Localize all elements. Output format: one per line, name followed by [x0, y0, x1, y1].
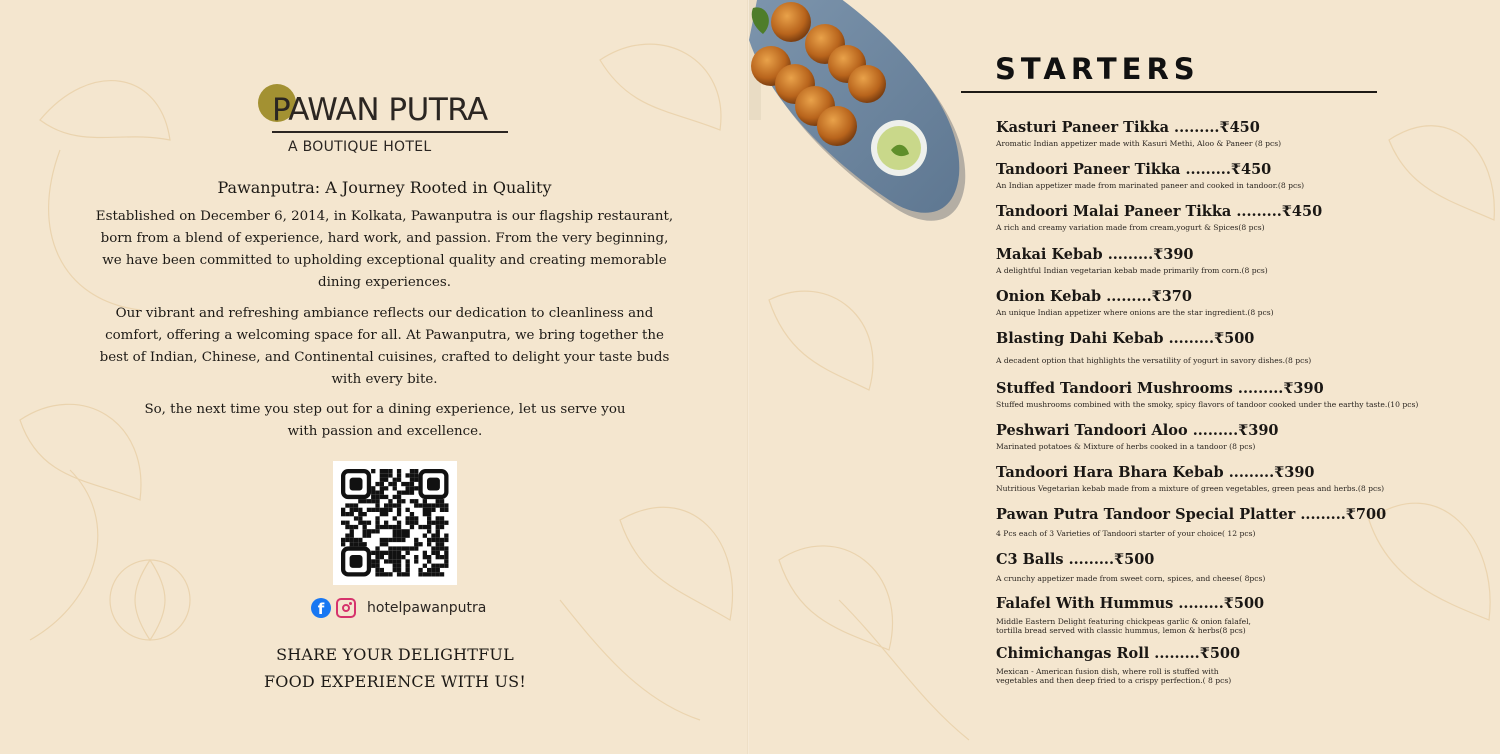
menu-item — [996, 203, 1436, 232]
menu-item-price: .........₹390 — [1107, 246, 1194, 263]
menu-item-price: .........₹700 — [1300, 506, 1387, 523]
menu-item — [996, 380, 1436, 409]
menu-item-price: .........₹390 — [1228, 464, 1315, 481]
menu-item-description: Middle Eastern Delight featuring chickpeas garlic & onion falafel, tortilla bread served with classic hummus, lemon & herbs(8 pcs) — [996, 617, 1251, 635]
menu-item — [996, 464, 1436, 493]
menu-item-price: .........₹390 — [1237, 380, 1324, 397]
menu-item — [996, 161, 1436, 190]
menu-item-price: .........₹450 — [1174, 119, 1260, 136]
menu-item — [996, 422, 1436, 451]
menu-item-name: Chimichangas Roll — [996, 645, 1150, 662]
menu-item-description: An Indian appetizer made from marinated paneer and cooked in tandoor.(8 pcs) — [996, 181, 1305, 190]
menu-item — [996, 645, 1436, 685]
menu-item-name: Tandoori Paneer Tikka — [996, 161, 1181, 178]
menu-item-price: .........₹450 — [1236, 203, 1323, 220]
menu-item-name: Stuffed Tandoori Mushrooms — [996, 380, 1233, 397]
menu-item — [996, 119, 1436, 148]
menu-item — [996, 551, 1436, 583]
menu-item-name: Makai Kebab — [996, 246, 1103, 263]
intro-paragraph-1: Established on December 6, 2014, in Kolkata, Pawanputra is our flagship restaurant, born from a blend of experience, hard work, and passion. From the very beginning, we have been committed to upholding exceptional quality and creating memorable dining experiences. — [95, 209, 674, 290]
menu-item-name: C3 Balls — [996, 551, 1064, 568]
menu-item-price: .........₹500 — [1068, 551, 1155, 568]
menu-item-description: Nutritious Vegetarian kebab made from a mixture of green vegetables, green peas and herbs.(8 pcs) — [996, 484, 1385, 493]
hotel-subtitle: A BOUTIQUE HOTEL — [288, 139, 432, 155]
menu-item-price: .........₹370 — [1106, 288, 1192, 305]
menu-item-name: Blasting Dahi Kebab — [996, 330, 1164, 347]
menu-item-price: .........₹450 — [1185, 161, 1272, 178]
menu-item-name: Kasturi Paneer Tikka — [996, 119, 1169, 136]
menu-item-description: An unique Indian appetizer where onions are the star ingredient.(8 pcs) — [996, 308, 1274, 317]
menu-item-name: Tandoori Hara Bhara Kebab — [996, 464, 1224, 481]
starter-dish-image — [749, 0, 979, 225]
facebook-icon[interactable]: f — [311, 598, 331, 618]
menu-item-name: Pawan Putra Tandoor Special Platter — [996, 506, 1296, 523]
menu-item-description: A delightful Indian vegetarian kebab made primarily from corn.(8 pcs) — [996, 266, 1268, 275]
menu-item-description: Mexican - American fusion dish, where roll is stuffed with vegetables and then deep fried to a crispy perfection.( 8 pcs) — [996, 667, 1232, 685]
share-cta — [190, 641, 600, 695]
menu-item — [996, 506, 1436, 538]
menu-item-price: .........₹500 — [1168, 330, 1255, 347]
menu-item — [996, 595, 1436, 635]
menu-item-price: .........₹500 — [1178, 595, 1265, 612]
left-page — [0, 0, 748, 754]
menu-item-price: .........₹500 — [1154, 645, 1241, 662]
instagram-icon[interactable] — [336, 598, 356, 618]
menu-item — [996, 288, 1436, 317]
qr-code[interactable] — [333, 461, 457, 585]
menu-item-description: A decadent option that highlights the versatility of yogurt in savory dishes.(8 pcs) — [996, 356, 1312, 365]
menu-item-description: A rich and creamy variation made from cream,yogurt & Spices(8 pcs) — [996, 223, 1265, 232]
menu-item-description: A crunchy appetizer made from sweet corn, spices, and cheese( 8pcs) — [996, 574, 1266, 583]
hotel-name: PAWAN PUTRA — [272, 92, 488, 128]
intro-paragraph-3: So, the next time you step out for a dining experience, let us serve you with passion and excellence. — [144, 402, 626, 439]
intro-paragraph-2: Our vibrant and refreshing ambiance reflects our dedication to cleanliness and comfort, offering a welcoming space for all. At Pawanputra, we bring together the best of Indian, Chinese, and Continental cuisines, crafted to delight your taste buds with every bite. — [99, 306, 670, 387]
logo-divider — [272, 131, 508, 133]
menu-item-name: Peshwari Tandoori Aloo — [996, 422, 1188, 439]
social-links — [311, 597, 486, 619]
menu-item-price: .........₹390 — [1192, 422, 1279, 439]
menu-item — [996, 330, 1436, 365]
menu-item-description: 4 Pcs each of 3 Varieties of Tandoori starter of your choice( 12 pcs) — [996, 529, 1256, 538]
share-cta-line-2: FOOD EXPERIENCE WITH US! — [264, 672, 526, 691]
hotel-logo — [258, 82, 518, 162]
title-underline — [961, 91, 1377, 93]
menu-item-description: Aromatic Indian appetizer made with Kasuri Methi, Aloo & Paneer (8 pcs) — [996, 139, 1282, 148]
social-handle[interactable]: hotelpawanputra — [367, 600, 487, 616]
menu-item-description: Stuffed mushrooms combined with the smoky, spicy flavors of tandoor cooked under the earthy taste.(10 pcs) — [996, 400, 1419, 409]
menu-item-name: Onion Kebab — [996, 288, 1102, 305]
section-title: STARTERS — [995, 52, 1200, 86]
menu-item-description: Marinated potatoes & Mixture of herbs cooked in a tandoor (8 pcs) — [996, 442, 1256, 451]
menu-item — [996, 246, 1436, 275]
intro-title: Pawanputra: A Journey Rooted in Quality — [217, 178, 552, 197]
share-cta-line-1: SHARE YOUR DELIGHTFUL — [276, 645, 514, 664]
right-page — [749, 0, 1500, 754]
menu-item-name: Falafel With Hummus — [996, 595, 1174, 612]
menu-item-name: Tandoori Malai Paneer Tikka — [996, 203, 1232, 220]
